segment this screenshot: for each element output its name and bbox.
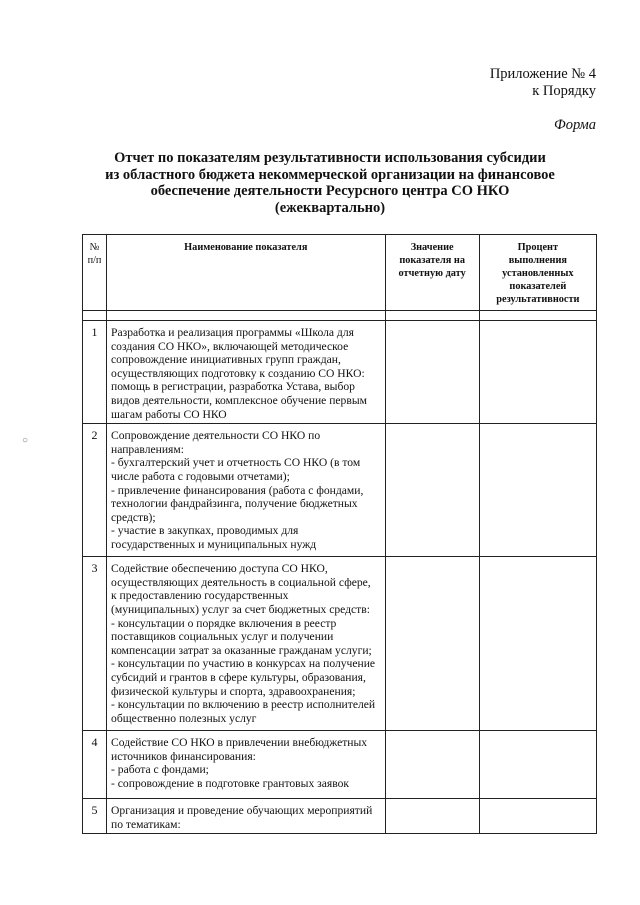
indicators-table (82, 234, 597, 834)
indicator-text-line: источников финансирования: (111, 749, 256, 763)
indicator-text-line: по тематикам: (111, 817, 181, 831)
appendix-reference (490, 66, 596, 100)
table-row (83, 799, 597, 834)
indicator-text-line: компенсации затрат за оказанные гражданам услуги; (111, 643, 372, 657)
indicator-text-line: - консультации по участию в конкурсах на получение (111, 657, 376, 671)
indicator-text-line: Организация и проведение обучающих мероприятий (111, 804, 373, 818)
header-percent (479, 235, 596, 311)
indicator-text-line: поставщиков социальных услуг и получении (111, 630, 334, 644)
indicator-text-line: государственных и муниципальных нужд (111, 537, 317, 551)
table-header-row (83, 235, 597, 311)
row-number: 3 (83, 557, 107, 731)
indicator-text-line: осуществляющих деятельность в социальной сфере, (111, 575, 371, 589)
title-line-4: (ежеквартально) (274, 199, 386, 216)
header-number-abbr: п/п (87, 255, 102, 266)
appendix-number: Приложение № 4 (489, 66, 596, 82)
value-cell[interactable] (385, 557, 479, 731)
value-cell[interactable] (385, 424, 479, 557)
header-value-line-2: показателя на (399, 255, 465, 266)
indicator-text-line: шагам работы СО НКО (111, 407, 227, 421)
table-body (83, 321, 597, 834)
indicator-text-line: Сопровождение деятельности СО НКО по (111, 429, 321, 443)
indicator-name-cell (107, 557, 386, 731)
percent-cell[interactable] (479, 557, 596, 731)
indicator-name-cell (107, 424, 386, 557)
indicator-text-line: (муниципальных) услуг за счет бюджетных средств: (111, 602, 370, 616)
indicator-text-line: - работа с фондами; (111, 763, 209, 777)
spacer-cell (385, 311, 479, 321)
header-percent-line-5: результативности (496, 294, 580, 305)
header-percent-line-1: Процент (517, 242, 559, 253)
value-cell[interactable] (385, 731, 479, 799)
indicator-text-line: субсидий и грантов в сфере культуры, образования, (111, 670, 366, 684)
row-number: 1 (83, 321, 107, 424)
indicator-text-line: помощь в регистрации, разработка Устава, выбор (111, 380, 355, 394)
spacer-cell (83, 311, 107, 321)
indicator-text-line: технологии фандрайзинга, получение бюджетных (111, 497, 358, 511)
percent-cell[interactable] (479, 321, 596, 424)
indicator-text-line: средств); (111, 510, 156, 524)
indicator-name-cell (107, 321, 386, 424)
indicator-text-line: - сопровождение в подготовке грантовых заявок (111, 776, 350, 790)
table-row (83, 321, 597, 424)
indicator-name-cell (107, 799, 386, 834)
header-indicator-name-text: Наименование показателя (184, 242, 308, 253)
percent-cell[interactable] (479, 424, 596, 557)
row-number: 2 (83, 424, 107, 557)
indicator-text-line: - консультации по включению в реестр исполнителей (111, 698, 376, 712)
header-value-line-3: отчетную дату (398, 268, 466, 279)
title-line-1: Отчет по показателям результативности использования субсидии (114, 150, 546, 166)
header-number (83, 235, 107, 311)
spacer-cell (479, 311, 596, 321)
indicator-text-line: числе работа с годовыми отчетами); (111, 469, 290, 483)
form-label: Форма (554, 117, 596, 133)
title-line-3: обеспечение деятельности Ресурсного центра СО НКО (150, 183, 510, 199)
indicator-text-line: создания СО НКО», включающей методическое (111, 339, 349, 353)
indicator-text-line: - консультации о порядке включения в реестр (111, 616, 337, 630)
table-row (83, 731, 597, 799)
header-value-line-1: Значение (410, 242, 454, 253)
indicator-text-line: осуществляющих подготовку к созданию СО НКО: (111, 366, 365, 380)
appendix-order: к Порядку (532, 83, 596, 99)
header-value (385, 235, 479, 311)
table-row (83, 557, 597, 731)
header-percent-line-3: установленных (502, 268, 574, 279)
indicator-text-line: - бухгалтерский учет и отчетность СО НКО (в том (111, 456, 361, 470)
indicator-text-line: - привлечение финансирования (работа с фондами, (111, 483, 364, 497)
table-row (83, 424, 597, 557)
header-percent-line-4: показателей (509, 281, 567, 292)
header-percent-line-2: выполнения (508, 255, 567, 266)
value-cell[interactable] (385, 321, 479, 424)
percent-cell[interactable] (479, 731, 596, 799)
spacer-cell (107, 311, 386, 321)
indicator-text-line: сопровождение инициативных групп граждан, (111, 353, 341, 367)
row-number: 4 (83, 731, 107, 799)
indicator-name-cell (107, 731, 386, 799)
report-title (80, 150, 580, 216)
indicator-text-line: Содействие обеспечению доступа СО НКО, (111, 562, 328, 576)
indicator-text-line: направлениям: (111, 442, 184, 456)
title-line-2: из областного бюджета некоммерческой организации на финансовое (105, 166, 555, 183)
indicator-text-line: Содействие СО НКО в привлечении внебюджетных (111, 736, 368, 750)
indicator-text-line: - участие в закупках, проводимых для (111, 524, 299, 538)
row-number: 5 (83, 799, 107, 834)
indicator-text-line: физической культуры и спорта, здравоохранения; (111, 684, 356, 698)
margin-hole-mark: ○ (22, 435, 29, 446)
indicator-text-line: общественно полезных услуг (111, 711, 257, 725)
value-cell[interactable] (385, 799, 479, 834)
indicator-text-line: Разработка и реализация программы «Школа для (111, 326, 354, 339)
percent-cell[interactable] (479, 799, 596, 834)
header-indicator-name (107, 235, 386, 311)
header-number-sign: № (89, 242, 100, 253)
indicator-text-line: к предоставлению государственных (111, 589, 289, 603)
indicator-text-line: видов деятельности, комплексное обучение первым (111, 393, 367, 407)
table-spacer-row (83, 311, 597, 321)
